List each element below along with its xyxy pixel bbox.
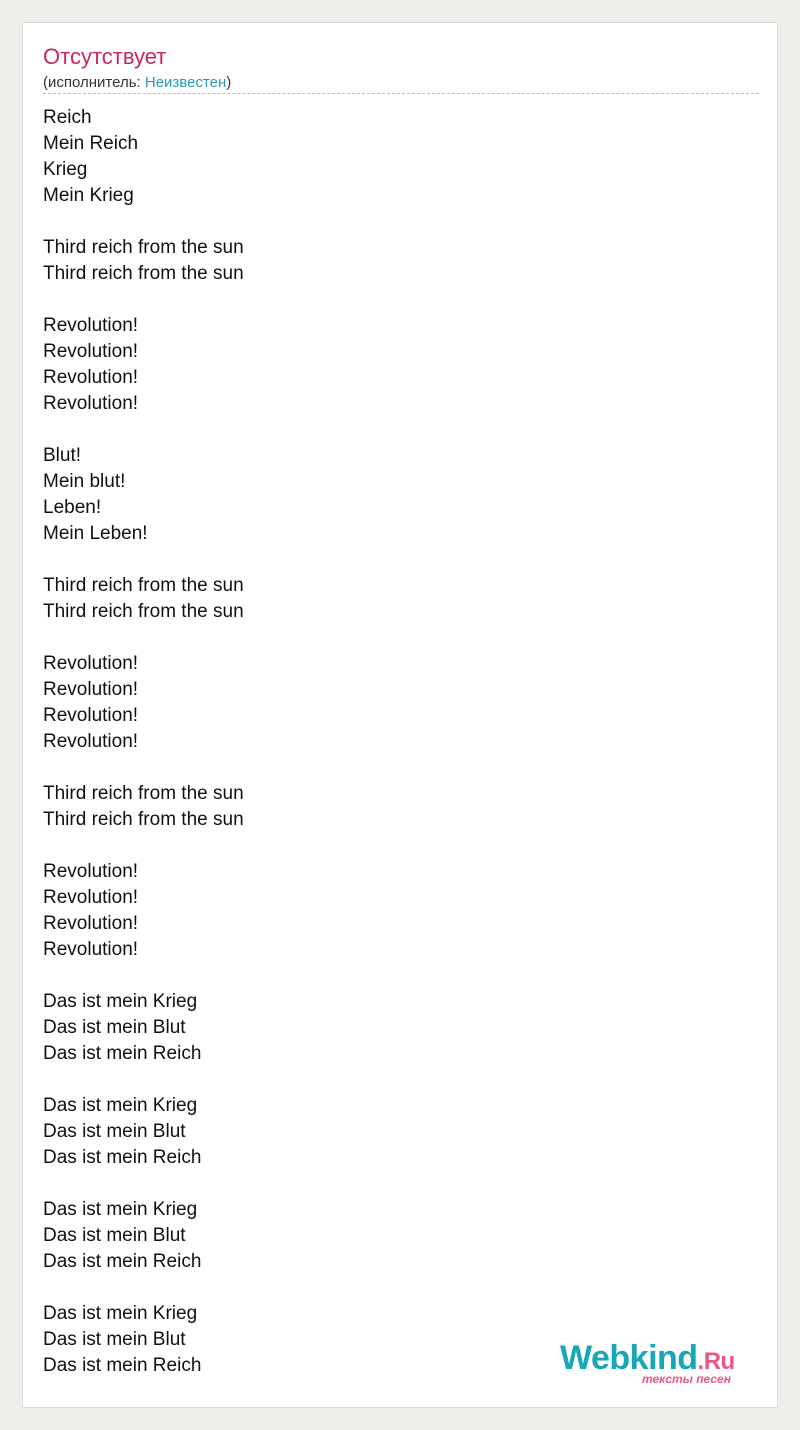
lyric-line: Das ist mein Krieg — [43, 1095, 198, 1116]
lyric-line: Third reich from the sun — [43, 263, 244, 284]
lyric-line: Third reich from the sun — [43, 783, 244, 804]
lyric-line: Third reich from the sun — [43, 809, 244, 830]
artist-prefix: (исполнитель: — [43, 74, 145, 91]
lyric-line: Das ist mein Reich — [43, 1147, 202, 1168]
lyric-line — [43, 1275, 244, 1301]
lyric-line: Leben! — [43, 497, 102, 518]
lyric-line: Revolution! — [43, 887, 139, 908]
lyrics-text — [43, 105, 244, 1379]
lyric-line: Krieg — [43, 159, 88, 180]
lyric-line: Das ist mein Krieg — [43, 1199, 198, 1220]
lyric-line: Third reich from the sun — [43, 601, 244, 622]
lyric-line — [43, 547, 244, 573]
lyric-line: Revolution! — [43, 679, 139, 700]
lyric-line: Das ist mein Blut — [43, 1017, 186, 1038]
logo-ru-text: .Ru — [697, 1348, 735, 1375]
lyric-line — [43, 287, 244, 313]
lyric-line: Das ist mein Reich — [43, 1043, 202, 1064]
lyric-line — [43, 625, 244, 651]
lyric-line — [43, 1067, 244, 1093]
lyric-line: Revolution! — [43, 913, 139, 934]
lyric-line: Das ist mein Krieg — [43, 991, 198, 1012]
lyric-line: Revolution! — [43, 653, 139, 674]
lyric-line: Revolution! — [43, 939, 139, 960]
lyric-line — [43, 963, 244, 989]
lyric-line — [43, 833, 244, 859]
lyric-line: Das ist mein Blut — [43, 1225, 186, 1246]
lyric-line: Mein blut! — [43, 471, 126, 492]
lyric-line: Das ist mein Reich — [43, 1355, 202, 1376]
lyric-line — [43, 209, 244, 235]
lyric-line: Mein Krieg — [43, 185, 134, 206]
artist-link[interactable]: Неизвестен — [144, 74, 227, 91]
lyric-line: Reich — [43, 107, 92, 128]
lyric-line: Das ist mein Krieg — [43, 1303, 198, 1324]
lyric-line: Blut! — [43, 445, 82, 466]
artist-line — [43, 73, 231, 93]
lyric-line: Revolution! — [43, 705, 139, 726]
lyric-line: Das ist mein Reich — [43, 1251, 202, 1272]
lyric-line: Das ist mein Blut — [43, 1329, 186, 1350]
lyric-line: Third reich from the sun — [43, 575, 244, 596]
lyric-line — [43, 755, 244, 781]
song-title: Отсутствует — [43, 44, 167, 69]
lyric-line — [43, 417, 244, 443]
lyric-line: Mein Leben! — [43, 523, 148, 544]
lyric-line: Revolution! — [43, 861, 139, 882]
header-divider — [43, 93, 759, 94]
lyric-line: Revolution! — [43, 731, 139, 752]
lyrics-card — [22, 22, 778, 1408]
artist-suffix: ) — [226, 74, 232, 91]
webkind-logo[interactable] — [560, 1340, 760, 1390]
lyric-line: Revolution! — [43, 367, 139, 388]
lyric-line: Third reich from the sun — [43, 237, 244, 258]
lyric-line: Das ist mein Blut — [43, 1121, 186, 1142]
logo-main-text: Webkind — [560, 1339, 698, 1377]
lyric-line — [43, 1171, 244, 1197]
lyric-line: Mein Reich — [43, 133, 139, 154]
lyric-line: Revolution! — [43, 315, 139, 336]
logo-tagline: тексты песен — [642, 1372, 731, 1386]
lyric-line: Revolution! — [43, 341, 139, 362]
lyric-line: Revolution! — [43, 393, 139, 414]
